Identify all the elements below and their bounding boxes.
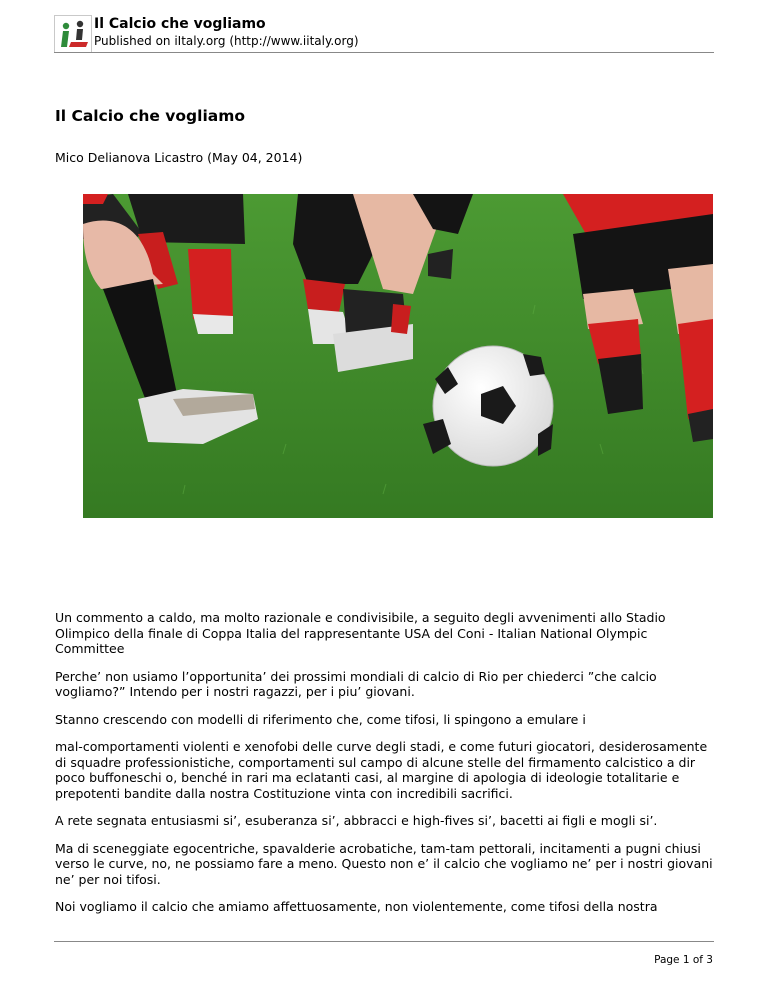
- body-paragraph: mal-comportamenti violenti e xenofobi delle curve degli stadi, e come futuri giocatori, desiderosamente di squadre professionistiche, comportamenti sul campo di alcune stelle del firmamento calcistico a dir poco buffoneschi o, benché in rari ma eclatanti casi, al margine di apologia di ideologie totalitarie e prepotenti bandite dalla nostra Costituzione vinta con incredibili sacrifici.: [55, 739, 708, 801]
- article-body: [55, 610, 715, 927]
- body-paragraph: Perche’ non usiamo l’opportunita’ dei prossimi mondiali di calcio di Rio per chiederci ”che calcio vogliamo?” Intendo per i nostri ragazzi, per i piu’ giovani.: [55, 668, 657, 699]
- body-paragraph: A rete segnata entusiasmi si’, esuberanza si’, abbracci e high-fives si’, bacetti ai figli e mogli si’.: [55, 813, 658, 828]
- page-header: [54, 15, 714, 53]
- header-divider: [54, 52, 714, 53]
- iitaly-logo: [54, 15, 92, 53]
- body-paragraph: Ma di sceneggiate egocentriche, spavalderie acrobatiche, tam-tam pettorali, incitamenti a pugni chiusi verso le curve, no, ne possiamo fare a meno. Questo non e’ il calcio che vogliamo ne’ per i nostri giovani ne’ per noi tifosi.: [55, 840, 713, 887]
- article-byline: Mico Delianova Licastro (May 04, 2014): [55, 150, 303, 165]
- body-paragraph: Un commento a caldo, ma molto razionale e condivisibile, a seguito degli avvenimenti allo Stadio Olimpico della finale di Coppa Italia del rappresentante USA del Coni - Italian National Olympic Committee: [55, 610, 666, 656]
- footer-divider: [54, 941, 714, 942]
- article-title: Il Calcio che vogliamo: [55, 107, 246, 125]
- hero-image: [83, 194, 713, 518]
- published-on: Published on iItaly.org (http://www.iitaly.org): [94, 34, 359, 48]
- body-paragraph: Stanno crescendo con modelli di riferimento che, come tifosi, li spingono a emulare i: [55, 711, 586, 727]
- site-title: Il Calcio che vogliamo: [94, 16, 266, 32]
- page-number: Page 1 of 3: [654, 954, 713, 966]
- body-paragraph: Noi vogliamo il calcio che amiamo affettuosamente, non violentemente, come tifosi della nostra: [55, 899, 658, 914]
